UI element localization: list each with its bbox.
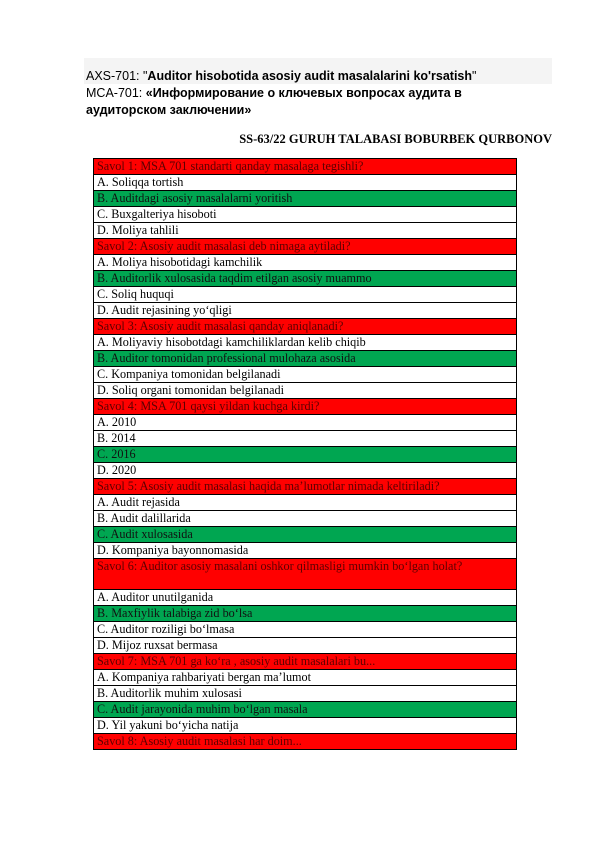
question-text: Savol 5: Asosiy audit masalasi haqida ma’lumotlar nimada keltiriladi? <box>94 479 517 495</box>
correct-answer-row <box>94 527 517 543</box>
correct-answer-row <box>94 606 517 622</box>
answer-row <box>94 670 517 686</box>
question-text: Savol 1: MSA 701 standarti qanday masalaga tegishli? <box>94 159 517 175</box>
answer-text: C. Auditor roziligi bo‘lmasa <box>94 622 517 638</box>
answer-text: B. Maxfiylik talabiga zid bo‘lsa <box>94 606 517 622</box>
answer-row <box>94 175 517 191</box>
answer-text: A. Moliyaviy hisobotdagi kamchiliklardan kelib chiqib <box>94 335 517 351</box>
answer-text: C. Soliq huquqi <box>94 287 517 303</box>
answer-text: B. Audit dalillarida <box>94 511 517 527</box>
answer-text: C. Audit jarayonida muhim bo‘lgan masala <box>94 702 517 718</box>
answer-row <box>94 718 517 734</box>
question-row <box>94 559 517 590</box>
answer-row <box>94 495 517 511</box>
answer-text: A. 2010 <box>94 415 517 431</box>
answer-text: A. Moliya hisobotidagi kamchilik <box>94 255 517 271</box>
answer-row <box>94 638 517 654</box>
correct-answer-row <box>94 271 517 287</box>
answer-row <box>94 367 517 383</box>
student-group-line: SS-63/22 GURUH TALABASI BOBURBEK QURBONOV <box>239 132 552 146</box>
answer-text: B. Auditor tomonidan professional mulohaza asosida <box>94 351 517 367</box>
answer-text: D. Yil yakuni bo‘yicha natija <box>94 718 517 734</box>
question-row <box>94 159 517 175</box>
answer-row <box>94 335 517 351</box>
answer-row <box>94 622 517 638</box>
correct-answer-row <box>94 191 517 207</box>
question-row <box>94 239 517 255</box>
answer-row <box>94 543 517 559</box>
correct-answer-row <box>94 351 517 367</box>
answer-text: C. Kompaniya tomonidan belgilanadi <box>94 367 517 383</box>
answer-text: D. Kompaniya bayonnomasida <box>94 543 517 559</box>
answer-text: C. 2016 <box>94 447 517 463</box>
correct-answer-row <box>94 447 517 463</box>
answer-text: C. Audit xulosasida <box>94 527 517 543</box>
answer-row <box>94 590 517 606</box>
answer-row <box>94 207 517 223</box>
answer-text: D. Moliya tahlili <box>94 223 517 239</box>
answer-text: A. Audit rejasida <box>94 495 517 511</box>
title-uz-bold: Auditor hisobotida asosiy audit masalalarini ko'rsatish <box>147 69 473 83</box>
answer-row <box>94 287 517 303</box>
question-text: Savol 4: MSA 701 qaysi yildan kuchga kirdi? <box>94 399 517 415</box>
question-row <box>94 479 517 495</box>
answer-text: A. Soliqqa tortish <box>94 175 517 191</box>
question-row <box>94 319 517 335</box>
answer-row <box>94 463 517 479</box>
answer-row <box>94 511 517 527</box>
question-text: Savol 2: Asosiy audit masalasi deb nimaga aytiladi? <box>94 239 517 255</box>
question-text: Savol 8: Asosiy audit masalasi har doim... <box>94 734 517 750</box>
answer-text: B. 2014 <box>94 431 517 447</box>
title-ru-bold: «Информирование о ключевых вопросах аудита в аудиторском заключении» <box>86 86 462 117</box>
answer-text: A. Auditor unutilganida <box>94 590 517 606</box>
answer-text: B. Auditorlik xulosasida taqdim etilgan asosiy muammo <box>94 271 517 287</box>
title-ru-prefix: MCA-701: <box>86 86 146 100</box>
answer-row <box>94 255 517 271</box>
question-row <box>94 654 517 670</box>
title-line-russian <box>86 85 526 119</box>
answer-text: B. Auditdagi asosiy masalalarni yoritish <box>94 191 517 207</box>
answer-text: C. Buxgalteriya hisoboti <box>94 207 517 223</box>
answer-text: D. Soliq organi tomonidan belgilanadi <box>94 383 517 399</box>
answer-text: D. Audit rejasining yo‘qligi <box>94 303 517 319</box>
answer-row <box>94 303 517 319</box>
title-uz-suffix: " <box>472 69 477 83</box>
answer-row <box>94 415 517 431</box>
title-line-uzbek <box>86 69 476 83</box>
answer-row <box>94 431 517 447</box>
question-row <box>94 734 517 750</box>
answer-row <box>94 686 517 702</box>
quiz-table <box>93 158 517 750</box>
answer-row <box>94 383 517 399</box>
correct-answer-row <box>94 702 517 718</box>
question-text: Savol 7: MSA 701 ga ko‘ra , asosiy audit masalalari bu... <box>94 654 517 670</box>
question-text: Savol 3: Asosiy audit masalasi qanday aniqlanadi? <box>94 319 517 335</box>
answer-text: D. 2020 <box>94 463 517 479</box>
answer-row <box>94 223 517 239</box>
answer-text: B. Auditorlik muhim xulosasi <box>94 686 517 702</box>
answer-text: D. Mijoz ruxsat bermasa <box>94 638 517 654</box>
answer-text: A. Kompaniya rahbariyati bergan ma’lumot <box>94 670 517 686</box>
question-text: Savol 6: Auditor asosiy masalani oshkor qilmasligi mumkin bo‘lgan holat? <box>94 559 517 590</box>
question-row <box>94 399 517 415</box>
title-uz-prefix: AXS-701: " <box>86 69 148 83</box>
